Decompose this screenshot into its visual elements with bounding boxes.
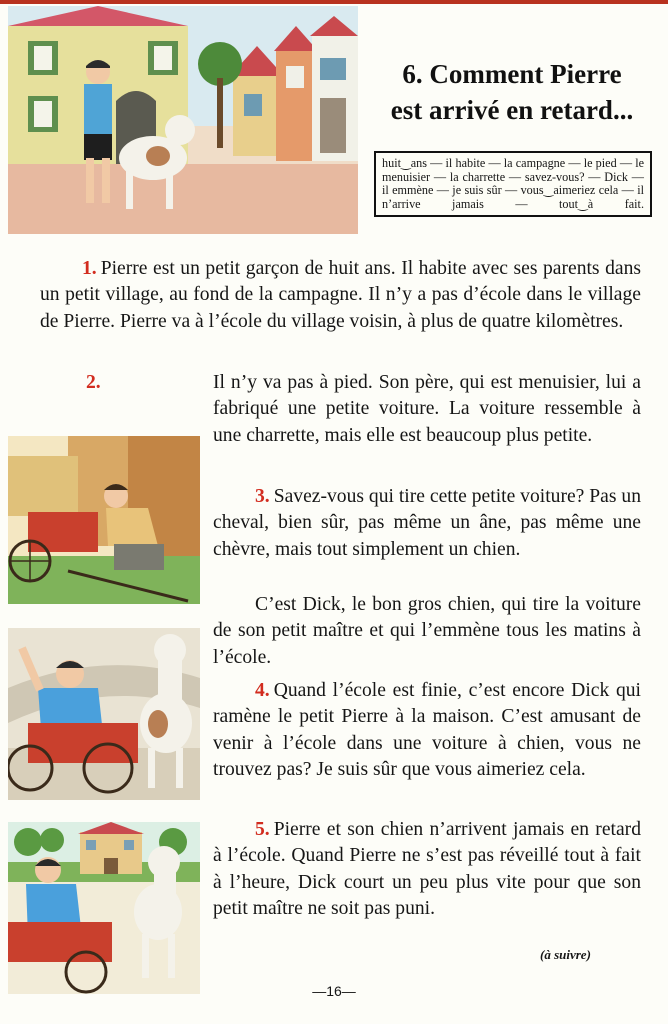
workshop-illustration xyxy=(8,436,200,604)
school-illustration xyxy=(8,822,200,994)
paragraph-number: 2. xyxy=(86,372,101,393)
title-line-2: est arrivé en retard... xyxy=(390,95,634,126)
paragraph-text: Savez-vous qui tire cette petite voiture? Pas un cheval, bien sûr, pas même un âne, pas même une chèvre, mais tout simplement un chien. xyxy=(213,486,641,560)
continued-note: (à suivre) xyxy=(540,947,591,962)
paragraph-2 xyxy=(86,370,641,449)
paragraph-number: 4. xyxy=(255,680,270,701)
paragraph-1 xyxy=(40,256,641,335)
paragraph-text: C’est Dick, le bon gros chien, qui tire la voiture de son petit maître et qui l’emmène tous les matins à l’école. xyxy=(213,594,641,668)
paragraph-number: 1. xyxy=(82,258,97,279)
top-border xyxy=(0,0,668,4)
paragraph-text: Quand l’école est finie, c’est encore Dick qui ramène le petit Pierre à la maison. C’est amusant de venir à l’école dans une voiture à chien, vous ne trouvez pas? Je suis sûr que vous aimeriez cela. xyxy=(213,680,641,781)
vocabulary-box: huit‿ans — il habite — la campagne — le pied — le menuisier — la charrette — savez-vous? — Dick — il emmène — je suis sûr — vous‿aimeriez cela — il n’arrive jamais — tout‿à fait. xyxy=(374,151,652,217)
paragraph-4 xyxy=(213,678,641,784)
dog-cart-illustration xyxy=(8,628,200,800)
page-number: —16— xyxy=(312,983,356,999)
paragraph-text: Pierre et son chien n’arrivent jamais en retard à l’école. Quand Pierre ne s’est pas réveillé tout à fait à l’heure, Dick court un peu plus vite pour que son petit maître ne soit pas puni. xyxy=(213,819,641,920)
paragraph-text-start: Il n’y va pas à pied. xyxy=(213,372,373,393)
paragraph-5 xyxy=(213,817,641,923)
paragraph-text: Pierre est un petit garçon de huit ans. Il habite avec ses parents dans un petit village, au fond de la campagne. Il n’y a pas d’école dans le village de Pierre. Pierre va à l’école du village voisin, à plus de quatre kilomètres. xyxy=(40,258,641,332)
title-line-1: 6. Comment Pierre xyxy=(402,59,622,90)
paragraph-text: Son père, qui est menuisier, lui a fabriqué une petite voiture. La voiture ressemble à une charrette, mais elle est beaucoup plus petite. xyxy=(213,372,641,446)
page-title xyxy=(368,56,656,128)
paragraph-number: 5. xyxy=(255,819,270,840)
village-illustration xyxy=(8,6,358,234)
paragraph-3 xyxy=(213,484,641,563)
paragraph-3-continued xyxy=(213,592,641,671)
paragraph-number: 3. xyxy=(255,486,270,507)
